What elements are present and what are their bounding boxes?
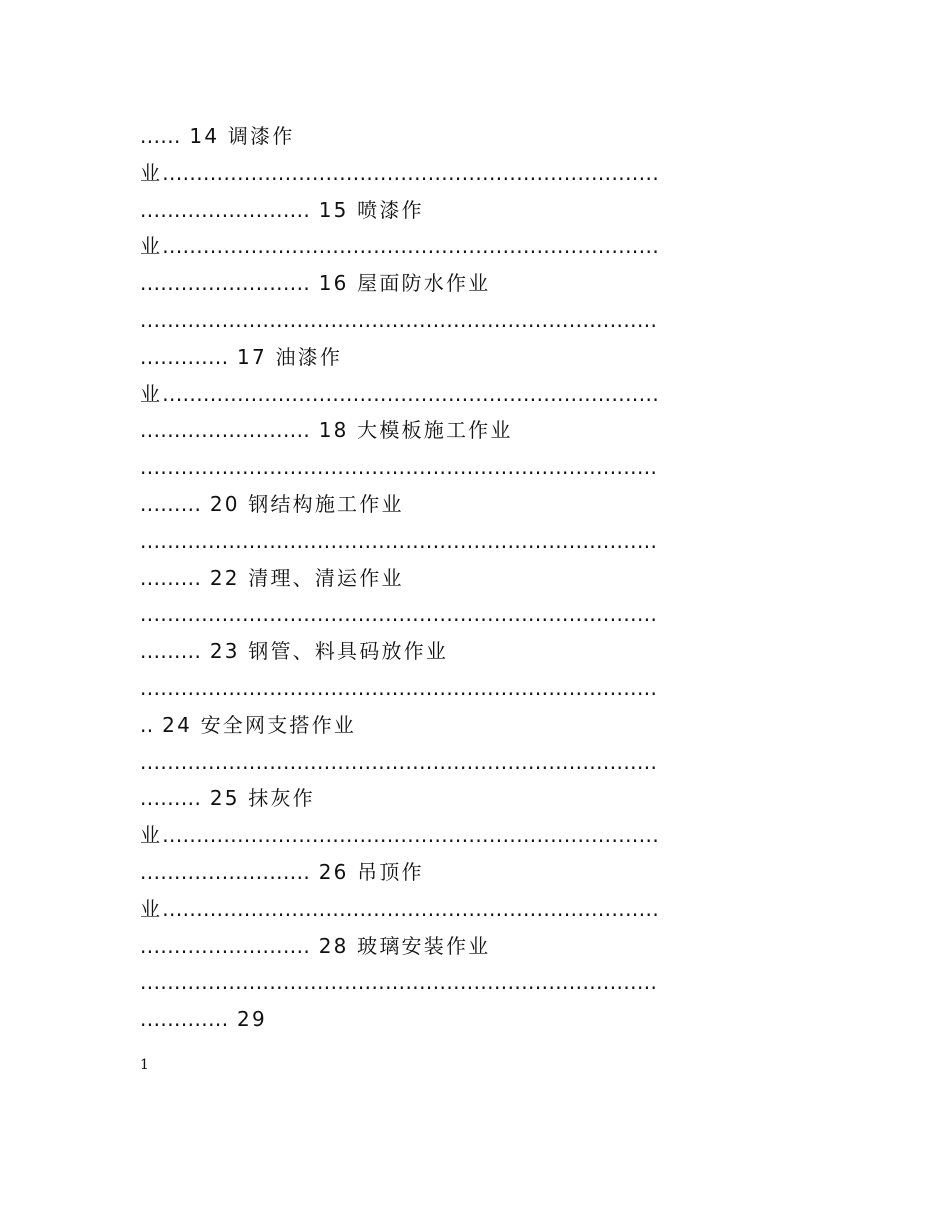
toc-dots: .........: [140, 786, 202, 811]
toc-line[interactable]: [140, 817, 805, 854]
toc-dots: .........................: [140, 933, 311, 958]
toc-entry-text: 17 油漆作: [228, 344, 343, 369]
toc-line[interactable]: [140, 265, 805, 302]
toc-line[interactable]: [140, 376, 805, 413]
toc-continuation-char: 业: [140, 160, 163, 185]
table-of-contents: [140, 118, 805, 1038]
toc-line[interactable]: [140, 744, 805, 781]
toc-line[interactable]: [140, 302, 805, 339]
toc-line[interactable]: [140, 633, 805, 670]
toc-dots: .............: [140, 1007, 229, 1032]
toc-dots: ............................................................................: [140, 675, 658, 700]
toc-line[interactable]: [140, 449, 805, 486]
toc-entry-text: 26 吊顶作: [310, 859, 424, 884]
toc-entry-text: 20 钢结构施工作业: [201, 491, 404, 516]
toc-dots: .........: [140, 639, 202, 664]
toc-entry-text: 24 安全网支搭作业: [153, 712, 356, 737]
toc-line[interactable]: [140, 964, 805, 1001]
toc-line[interactable]: [140, 670, 805, 707]
toc-dots: .........................: [140, 418, 311, 443]
toc-entry-text: 14 调漆作: [180, 124, 295, 148]
toc-entry-text: 29: [228, 1007, 267, 1032]
toc-line[interactable]: [140, 780, 805, 817]
toc-dots: .........................: [140, 197, 311, 222]
toc-dots: .........................................................................: [162, 823, 660, 848]
toc-line[interactable]: [140, 523, 805, 560]
toc-dots: ............................................................................: [140, 970, 658, 995]
toc-entry-text: 25 抹灰作: [201, 786, 315, 811]
toc-dots: .........................: [140, 271, 311, 296]
toc-dots: .........................: [140, 859, 311, 884]
toc-continuation-char: 业: [140, 234, 163, 259]
toc-dots: ............................................................................: [140, 455, 658, 480]
toc-dots: .............: [140, 344, 229, 369]
toc-line[interactable]: [140, 1001, 805, 1038]
toc-line[interactable]: [140, 854, 805, 891]
toc-entry-text: 23 钢管、料具码放作业: [201, 639, 449, 664]
toc-line[interactable]: [140, 155, 805, 192]
toc-dots: .........................................................................: [162, 896, 660, 921]
toc-dots: ......: [140, 124, 181, 148]
toc-dots: ............................................................................: [140, 602, 658, 627]
toc-line[interactable]: [140, 412, 805, 449]
page-number: 1: [140, 1057, 149, 1073]
toc-line[interactable]: [140, 928, 805, 965]
toc-entry-text: 16 屋面防水作业: [310, 271, 491, 296]
toc-dots: ............................................................................: [140, 307, 658, 332]
toc-line[interactable]: [140, 891, 805, 928]
toc-dots: .........................................................................: [162, 234, 660, 259]
toc-continuation-char: 业: [140, 896, 163, 921]
toc-line[interactable]: [140, 228, 805, 265]
toc-dots: .........: [140, 491, 202, 516]
toc-line[interactable]: [140, 192, 805, 229]
toc-dots: ............................................................................: [140, 749, 658, 774]
toc-dots: .........: [140, 565, 202, 590]
toc-line[interactable]: [140, 707, 805, 744]
toc-entry-text: 15 喷漆作: [310, 197, 424, 222]
toc-line[interactable]: [140, 486, 805, 523]
toc-entry-text: 22 清理、清运作业: [201, 565, 404, 590]
toc-continuation-char: 业: [140, 381, 163, 406]
toc-dots: .........................................................................: [162, 160, 660, 185]
toc-entry-text: 18 大模板施工作业: [310, 418, 513, 443]
toc-line[interactable]: [140, 118, 805, 155]
toc-entry-text: 28 玻璃安装作业: [310, 933, 491, 958]
toc-dots: ..: [140, 712, 154, 737]
toc-line[interactable]: [140, 596, 805, 633]
toc-line[interactable]: [140, 560, 805, 597]
toc-continuation-char: 业: [140, 823, 163, 848]
toc-dots: .........................................................................: [162, 381, 660, 406]
toc-line[interactable]: [140, 339, 805, 376]
toc-dots: ............................................................................: [140, 528, 658, 553]
